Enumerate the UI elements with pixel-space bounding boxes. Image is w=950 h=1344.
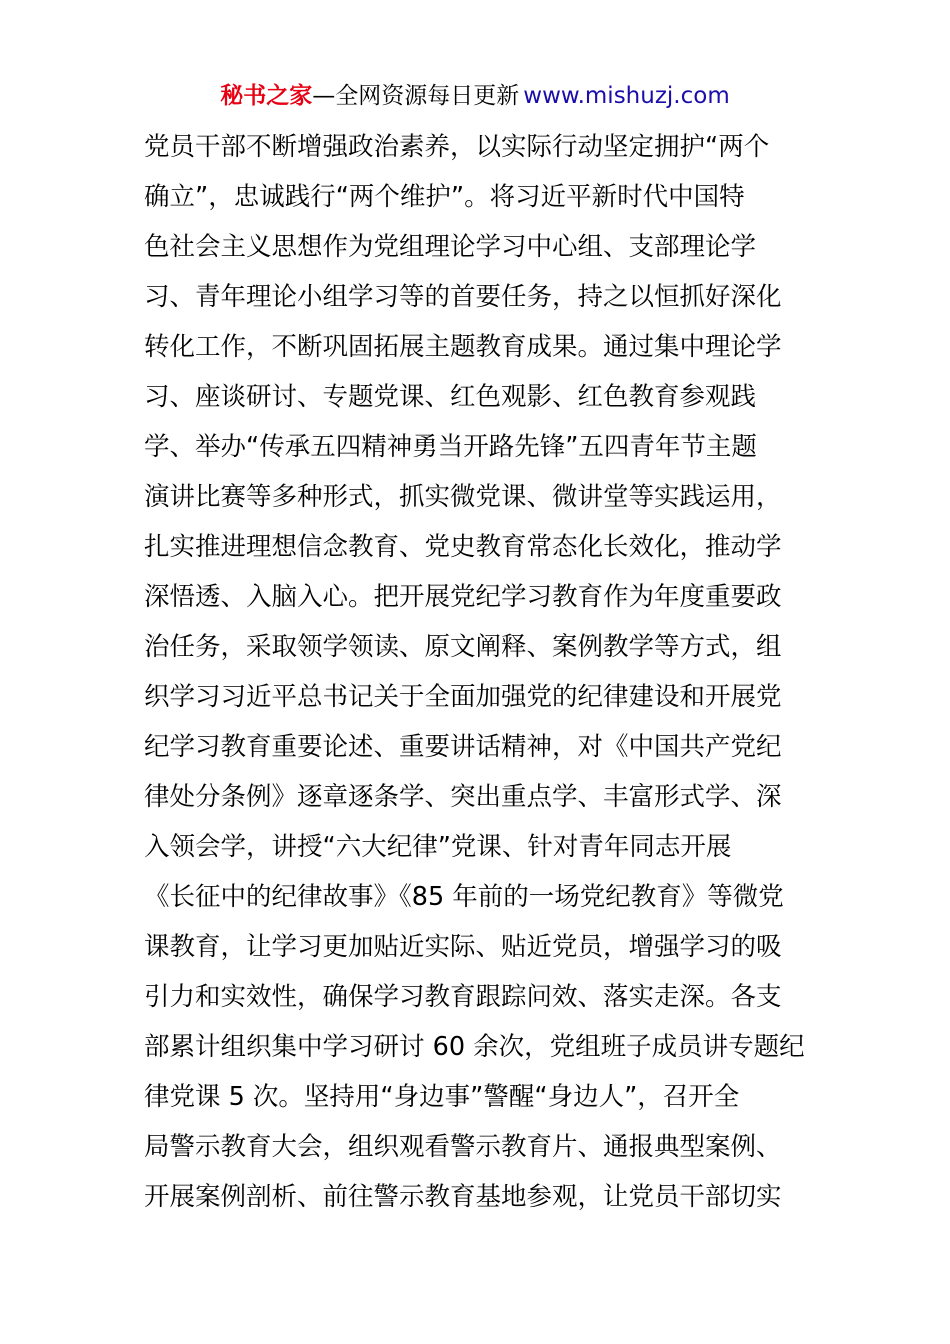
text-line: 党员干部不断增强政治素养，以实际行动坚定拥护“两个 [144, 132, 770, 162]
page-header [0, 80, 950, 112]
text-line: 习、青年理论小组学习等的首要任务，持之以恒抓好深化 [144, 282, 782, 312]
text-line: 学、举办“传承五四精神勇当开路先锋”五四青年节主题 [144, 432, 757, 462]
text-line: 律党课 5 次。坚持用“身边事”警醒“身边人”，召开全 [144, 1082, 740, 1112]
text-line: 习、座谈研讨、专题党课、红色观影、红色教育参观践 [144, 382, 757, 412]
text-line: 课教育，让学习更加贴近实际、贴近党员，增强学习的吸 [144, 932, 782, 962]
brand-name: 秘书之家 [220, 83, 313, 109]
site-url-link[interactable]: www.mishuzj.com [523, 83, 730, 109]
text-line: 部累计组织集中学习研讨 60 余次，党组班子成员讲专题纪 [144, 1032, 805, 1062]
header-slogan: —全网资源每日更新 [312, 83, 520, 109]
text-line: 深悟透、入脑入心。把开展党纪学习教育作为年度重要政 [144, 582, 782, 612]
text-line: 开展案例剖析、前往警示教育基地参观，让党员干部切实 [144, 1182, 782, 1212]
text-line: 演讲比赛等多种形式，抓实微党课、微讲堂等实践运用， [144, 482, 782, 512]
text-line: 转化工作，不断巩固拓展主题教育成果。通过集中理论学 [144, 332, 782, 362]
text-line: 纪学习教育重要论述、重要讲话精神，对《中国共产党纪 [144, 732, 782, 762]
text-line: 《长征中的纪律故事》《85 年前的一场党纪教育》等微党 [144, 882, 784, 912]
text-line: 局警示教育大会，组织观看警示教育片、通报典型案例、 [144, 1132, 782, 1162]
text-line: 律处分条例》逐章逐条学、突出重点学、丰富形式学、深 [144, 782, 782, 812]
text-line: 确立”，忠诚践行“两个维护”。将习近平新时代中国特 [144, 182, 745, 212]
text-line: 织学习习近平总书记关于全面加强党的纪律建设和开展党 [144, 682, 782, 712]
text-line: 引力和实效性，确保学习教育跟踪问效、落实走深。各支 [144, 982, 782, 1012]
text-line: 治任务，采取领学领读、原文阐释、案例教学等方式，组 [144, 632, 782, 662]
text-line: 入领会学，讲授“六大纪律”党课、针对青年同志开展 [144, 832, 732, 862]
document-body [144, 122, 824, 1222]
text-line: 扎实推进理想信念教育、党史教育常态化长效化，推动学 [144, 532, 782, 562]
text-line: 色社会主义思想作为党组理论学习中心组、支部理论学 [144, 232, 757, 262]
